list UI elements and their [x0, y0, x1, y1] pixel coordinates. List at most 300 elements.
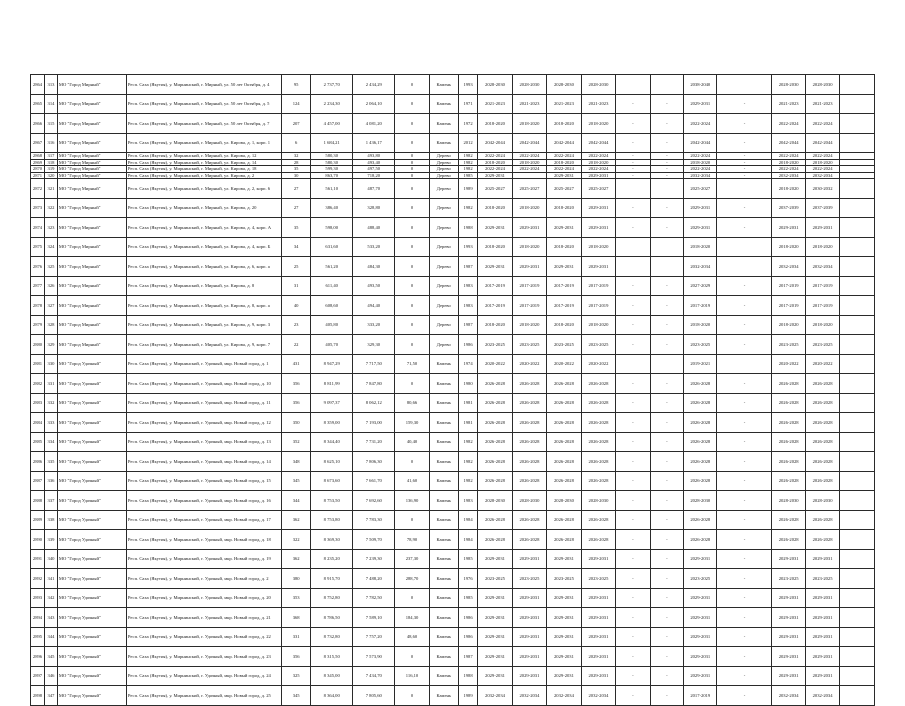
cell-address: Респ. Саха (Якутия), у. Мирнинский, г. Удачный, мкр. Новый город, д. 19: [126, 549, 281, 569]
cell-living-area: 2 064,10: [353, 94, 395, 114]
cell-period-6: 2029-2031: [772, 627, 805, 647]
table-row: [31, 491, 875, 511]
table-row: [31, 296, 875, 316]
cell-period-3: 2018-2020: [547, 237, 581, 257]
cell-nonresidential-area: 41,60: [395, 471, 429, 491]
cell-extra-3: -: [717, 569, 772, 589]
cell-extra-2: -: [650, 491, 683, 511]
cell-address: Респ. Саха (Якутия), у. Мирнинский, г. Удачный, мкр. Новый город, д. 24: [126, 666, 281, 686]
cell-residents-count: 27: [282, 198, 311, 218]
cell-living-area: 7 589,10: [353, 608, 395, 628]
cell-living-area: 718,20: [353, 172, 395, 179]
cell-row-number: 2897: [31, 666, 45, 686]
cell-item-number: 335: [45, 452, 58, 472]
cell-wall-material: Дерево: [429, 257, 458, 277]
cell-period-1: 2026-2028: [478, 530, 512, 550]
cell-period-2: 2029-2031: [512, 588, 546, 608]
cell-wall-material: Дерево: [429, 172, 458, 179]
cell-municipality: МО "Город Мирный": [57, 335, 126, 355]
cell-period-3: 2018-2020: [547, 159, 581, 166]
cell-extra-1: -: [616, 666, 650, 686]
cell-period-3: 2018-2020: [547, 198, 581, 218]
cell-blank: [840, 315, 875, 335]
table-row: [31, 94, 875, 114]
cell-period-2: 2020-2022: [512, 354, 546, 374]
cell-blank: [840, 549, 875, 569]
cell-period-4: 2029-2031: [581, 647, 615, 667]
cell-period-5: 2023-2025: [684, 335, 717, 355]
cell-nonresidential-area: 40,40: [395, 432, 429, 452]
cell-address: Респ. Саха (Якутия), у. Мирнинский, г. Удачный, мкр. Новый город, д. 23: [126, 647, 281, 667]
cell-extra-3: [717, 354, 772, 374]
cell-period-3: 2021-2023: [547, 94, 581, 114]
cell-extra-1: -: [616, 588, 650, 608]
cell-period-3: 2026-2028: [547, 530, 581, 550]
cell-build-year: 1993: [458, 75, 477, 95]
cell-address: Респ. Саха (Якутия), у. Мирнинский, г. Удачный, мкр. Новый город, д. 11: [126, 393, 281, 413]
cell-period-5: 2026-2028: [684, 471, 717, 491]
cell-extra-2: -: [650, 471, 683, 491]
cell-period-2: 2029-2031: [512, 218, 546, 238]
table-row: [31, 237, 875, 257]
cell-living-area: 7 661,70: [353, 471, 395, 491]
cell-period-2: 2028-2030: [512, 75, 546, 95]
cell-period-3: 2029-2031: [547, 647, 581, 667]
cell-extra-1: -: [616, 530, 650, 550]
cell-extra-2: -: [650, 549, 683, 569]
table-row: [31, 627, 875, 647]
cell-period-1: 2029-2031: [478, 549, 512, 569]
cell-period-1: 2029-2031: [478, 647, 512, 667]
cell-period-3: 2023-2025: [547, 335, 581, 355]
cell-address: Респ. Саха (Якутия), у. Мирнинский, г. Удачный, мкр. Новый город, д. 12: [126, 413, 281, 433]
cell-period-4: 2029-2031: [581, 588, 615, 608]
cell-row-number: 2892: [31, 569, 45, 589]
cell-residents-count: 431: [282, 354, 311, 374]
cell-period-4: 2026-2028: [581, 374, 615, 394]
cell-residents-count: 350: [282, 413, 311, 433]
cell-period-7: 2026-2028: [805, 432, 839, 452]
cell-nonresidential-area: 0: [395, 374, 429, 394]
cell-period-2: 2028-2030: [512, 491, 546, 511]
cell-period-6: 2029-2031: [772, 647, 805, 667]
cell-address: Респ. Саха (Якутия), у. Мирнинский, г. Удачный, мкр. Новый город, д. 14: [126, 452, 281, 472]
cell-build-year: 1986: [458, 608, 477, 628]
cell-row-number: 2889: [31, 510, 45, 530]
cell-living-area: 494,40: [353, 296, 395, 316]
cell-blank: [840, 530, 875, 550]
cell-total-area: 386,40: [311, 198, 353, 218]
cell-living-area: 7 193,00: [353, 413, 395, 433]
cell-period-5: 2017-2019: [684, 296, 717, 316]
cell-extra-3: -: [717, 686, 772, 706]
cell-period-2: 2029-2031: [512, 666, 546, 686]
cell-extra-2: -: [650, 608, 683, 628]
cell-extra-1: -: [616, 549, 650, 569]
cell-row-number: 2895: [31, 627, 45, 647]
cell-period-7: 2026-2028: [805, 510, 839, 530]
cell-build-year: 1976: [458, 569, 477, 589]
cell-period-3: 2029-2031: [547, 608, 581, 628]
cell-period-5: 2029-2031: [684, 608, 717, 628]
cell-total-area: 608,60: [311, 296, 353, 316]
cell-period-4: 2026-2028: [581, 432, 615, 452]
cell-period-2: 2017-2019: [512, 296, 546, 316]
cell-municipality: МО "Город Удачный": [57, 530, 126, 550]
cell-wall-material: Камень: [429, 374, 458, 394]
cell-blank: [840, 237, 875, 257]
cell-total-area: 8 344,40: [311, 432, 353, 452]
cell-residents-count: 380: [282, 569, 311, 589]
table-row: [31, 374, 875, 394]
cell-blank: [840, 218, 875, 238]
table-body: [31, 75, 875, 706]
cell-wall-material: Камень: [429, 627, 458, 647]
cell-item-number: 319: [45, 166, 58, 173]
cell-period-5: 2022-2024: [684, 166, 717, 173]
cell-nonresidential-area: 0: [395, 452, 429, 472]
cell-period-4: 2029-2031: [581, 218, 615, 238]
cell-period-7: 2032-2034: [805, 172, 839, 179]
cell-period-2: 2021-2023: [512, 94, 546, 114]
cell-build-year: 1986: [458, 335, 477, 355]
cell-blank: [840, 75, 875, 95]
cell-period-5: 2029-2031: [684, 627, 717, 647]
cell-period-1: 2026-2028: [478, 471, 512, 491]
cell-address: Респ. Саха (Якутия), у. Мирнинский, г. Удачный, мкр. Новый город, д. 18: [126, 530, 281, 550]
cell-period-6: 2026-2028: [772, 530, 805, 550]
cell-total-area: 631,60: [311, 237, 353, 257]
cell-period-5: 2038-2040: [684, 75, 717, 95]
cell-municipality: МО "Город Мирный": [57, 315, 126, 335]
cell-period-1: 2026-2028: [478, 510, 512, 530]
cell-period-3: 2018-2020: [547, 114, 581, 134]
table-row: [31, 432, 875, 452]
cell-address: Респ. Саха (Якутия), у. Мирнинский, г. Мирный, ул. 50 лет Октября, д. 7: [126, 114, 281, 134]
cell-period-6: 2026-2028: [772, 510, 805, 530]
cell-period-7: 2023-2025: [805, 569, 839, 589]
cell-residents-count: 325: [282, 666, 311, 686]
cell-extra-1: -: [616, 627, 650, 647]
cell-period-7: 2029-2031: [805, 647, 839, 667]
cell-municipality: МО "Город Удачный": [57, 374, 126, 394]
cell-build-year: 1983: [458, 296, 477, 316]
cell-extra-3: -: [717, 666, 772, 686]
cell-row-number: 2896: [31, 647, 45, 667]
cell-period-1: 2022-2024: [478, 153, 512, 160]
cell-address: Респ. Саха (Якутия), у. Мирнинский, г. Удачный, мкр. Новый город, д. 17: [126, 510, 281, 530]
cell-period-7: 2022-2024: [805, 114, 839, 134]
cell-living-area: 2 434,29: [353, 75, 395, 95]
cell-living-area: 333,20: [353, 315, 395, 335]
cell-period-5: 2029-2031: [684, 94, 717, 114]
cell-extra-1: -: [616, 296, 650, 316]
cell-address: Респ. Саха (Якутия), у. Мирнинский, г. Мирный, ул. Кирова, д. 2: [126, 172, 281, 179]
cell-wall-material: Камень: [429, 413, 458, 433]
cell-period-4: 2029-2031: [581, 627, 615, 647]
cell-municipality: МО "Город Мирный": [57, 218, 126, 238]
cell-residents-count: 30: [282, 172, 311, 179]
cell-period-7: 2026-2028: [805, 530, 839, 550]
cell-extra-3: -: [717, 276, 772, 296]
cell-wall-material: Дерево: [429, 237, 458, 257]
cell-period-7: 2022-2024: [805, 166, 839, 173]
cell-total-area: 8 364,00: [311, 686, 353, 706]
table-row: [31, 198, 875, 218]
cell-nonresidential-area: 288,70: [395, 569, 429, 589]
cell-period-7: 2032-2034: [805, 257, 839, 277]
cell-extra-3: [717, 179, 772, 199]
cell-residents-count: 35: [282, 166, 311, 173]
cell-extra-1: -: [616, 276, 650, 296]
cell-row-number: 2865: [31, 94, 45, 114]
table-row: [31, 510, 875, 530]
cell-build-year: 1986: [458, 627, 477, 647]
cell-period-6: 2026-2028: [772, 413, 805, 433]
cell-municipality: МО "Город Удачный": [57, 432, 126, 452]
cell-row-number: 2883: [31, 393, 45, 413]
cell-period-3: 2029-2031: [547, 666, 581, 686]
cell-extra-2: -: [650, 335, 683, 355]
cell-period-6: 2026-2028: [772, 471, 805, 491]
cell-period-4: 2029-2031: [581, 549, 615, 569]
cell-period-6: 2029-2031: [772, 588, 805, 608]
cell-extra-3: [717, 237, 772, 257]
cell-period-7: 2029-2031: [805, 627, 839, 647]
cell-item-number: 330: [45, 354, 58, 374]
cell-extra-2: -: [650, 432, 683, 452]
cell-extra-1: -: [616, 374, 650, 394]
cell-extra-1: -: [616, 647, 650, 667]
cell-extra-1: -: [616, 133, 650, 153]
cell-living-area: 493,50: [353, 276, 395, 296]
cell-extra-3: -: [717, 133, 772, 153]
cell-item-number: 325: [45, 257, 58, 277]
cell-period-4: 2022-2024: [581, 166, 615, 173]
cell-item-number: 347: [45, 686, 58, 706]
cell-blank: [840, 296, 875, 316]
cell-living-area: 497,50: [353, 166, 395, 173]
cell-row-number: 2893: [31, 588, 45, 608]
cell-extra-1: -: [616, 686, 650, 706]
cell-period-4: 2025-2027: [581, 179, 615, 199]
cell-extra-1: -: [616, 114, 650, 134]
cell-total-area: 8 753,80: [311, 510, 353, 530]
cell-residents-count: 27: [282, 179, 311, 199]
cell-address: Респ. Саха (Якутия), у. Мирнинский, г. Мирный, ул. Кирова, д. 8, корп. а: [126, 296, 281, 316]
cell-extra-3: -: [717, 491, 772, 511]
cell-period-2: 2025-2027: [512, 179, 546, 199]
cell-period-4: 2023-2025: [581, 569, 615, 589]
cell-total-area: 8 359,00: [311, 413, 353, 433]
cell-extra-2: [650, 237, 683, 257]
cell-blank: [840, 335, 875, 355]
cell-extra-2: -: [650, 198, 683, 218]
cell-municipality: МО "Город Удачный": [57, 627, 126, 647]
cell-municipality: МО "Город Удачный": [57, 549, 126, 569]
cell-item-number: 328: [45, 315, 58, 335]
cell-total-area: 611,40: [311, 276, 353, 296]
cell-extra-2: -: [650, 569, 683, 589]
cell-period-2: 2029-2031: [512, 549, 546, 569]
cell-address: Респ. Саха (Якутия), у. Мирнинский, г. Удачный, мкр. Новый город, д. 22: [126, 627, 281, 647]
cell-total-area: 4 457,00: [311, 114, 353, 134]
cell-row-number: 2885: [31, 432, 45, 452]
cell-address: Респ. Саха (Якутия), у. Мирнинский, г. Удачный, мкр. Новый город, д. 10: [126, 374, 281, 394]
table-row: [31, 666, 875, 686]
cell-extra-2: [650, 257, 683, 277]
cell-extra-2: -: [650, 510, 683, 530]
cell-extra-3: -: [717, 172, 772, 179]
cell-build-year: 1985: [458, 172, 477, 179]
cell-period-4: 2026-2028: [581, 530, 615, 550]
cell-row-number: 2882: [31, 374, 45, 394]
cell-period-2: 2022-2024: [512, 166, 546, 173]
cell-living-area: 7 783,30: [353, 510, 395, 530]
cell-wall-material: Камень: [429, 133, 458, 153]
cell-period-7: 2029-2031: [805, 608, 839, 628]
cell-period-4: 2028-2030: [581, 75, 615, 95]
cell-period-3: 2026-2028: [547, 452, 581, 472]
cell-item-number: 321: [45, 179, 58, 199]
cell-blank: [840, 393, 875, 413]
cell-nonresidential-area: 0: [395, 75, 429, 95]
cell-build-year: 1972: [458, 114, 477, 134]
cell-living-area: 7 434,70: [353, 666, 395, 686]
table-row: [31, 686, 875, 706]
cell-period-7: 2017-2019: [805, 296, 839, 316]
cell-extra-3: -: [717, 530, 772, 550]
cell-item-number: 320: [45, 172, 58, 179]
cell-municipality: МО "Город Мирный": [57, 172, 126, 179]
cell-living-area: 484,30: [353, 257, 395, 277]
cell-total-area: 8 753,50: [311, 491, 353, 511]
cell-period-3: 2026-2028: [547, 432, 581, 452]
cell-period-6: 2026-2028: [772, 452, 805, 472]
cell-total-area: 599,30: [311, 166, 353, 173]
cell-municipality: МО "Город Удачный": [57, 569, 126, 589]
cell-blank: [840, 114, 875, 134]
table-row: [31, 549, 875, 569]
cell-period-4: 2026-2028: [581, 471, 615, 491]
cell-extra-2: -: [650, 666, 683, 686]
cell-period-5: 2022-2024: [684, 153, 717, 160]
cell-residents-count: 356: [282, 374, 311, 394]
cell-period-3: 2026-2028: [547, 471, 581, 491]
cell-period-4: 2029-2031: [581, 666, 615, 686]
cell-nonresidential-area: 184,30: [395, 608, 429, 628]
cell-period-6: 2023-2025: [772, 335, 805, 355]
cell-total-area: 863,70: [311, 172, 353, 179]
cell-residents-count: 35: [282, 218, 311, 238]
cell-municipality: МО "Город Удачный": [57, 510, 126, 530]
cell-row-number: 2864: [31, 75, 45, 95]
cell-period-5: 2019-2021: [684, 354, 717, 374]
cell-total-area: 405,80: [311, 315, 353, 335]
cell-period-3: 2029-2031: [547, 549, 581, 569]
cell-wall-material: Камень: [429, 94, 458, 114]
cell-period-3: 2022-2024: [547, 153, 581, 160]
cell-period-6: 2029-2031: [772, 218, 805, 238]
cell-wall-material: Камень: [429, 549, 458, 569]
cell-address: Респ. Саха (Якутия), у. Мирнинский, г. Мирный, ул. Кирова, д. 9, корп. 7: [126, 335, 281, 355]
cell-extra-1: -: [616, 159, 650, 166]
cell-item-number: 322: [45, 198, 58, 218]
cell-build-year: 1982: [458, 471, 477, 491]
cell-extra-2: -: [650, 530, 683, 550]
cell-nonresidential-area: 0: [395, 198, 429, 218]
cell-period-6: 2037-2039: [772, 198, 805, 218]
cell-row-number: 2871: [31, 172, 45, 179]
cell-extra-3: -: [717, 608, 772, 628]
cell-item-number: 344: [45, 627, 58, 647]
cell-item-number: 337: [45, 491, 58, 511]
cell-extra-3: -: [717, 374, 772, 394]
cell-total-area: 8 625,10: [311, 452, 353, 472]
cell-build-year: 1989: [458, 179, 477, 199]
cell-wall-material: Камень: [429, 393, 458, 413]
cell-living-area: 8 062,12: [353, 393, 395, 413]
cell-build-year: 1987: [458, 647, 477, 667]
cell-build-year: 1982: [458, 432, 477, 452]
cell-period-3: 2017-2019: [547, 296, 581, 316]
cell-extra-3: -: [717, 471, 772, 491]
cell-municipality: МО "Город Удачный": [57, 588, 126, 608]
cell-row-number: 2891: [31, 549, 45, 569]
cell-period-1: 2023-2025: [478, 335, 512, 355]
cell-extra-2: -: [650, 172, 683, 179]
cell-extra-1: -: [616, 471, 650, 491]
cell-period-1: 2018-2020: [478, 114, 512, 134]
cell-period-1: 2018-2020: [478, 159, 512, 166]
cell-period-2: 2029-2031: [512, 647, 546, 667]
cell-period-6: 2029-2031: [772, 666, 805, 686]
cell-period-6: 2020-2022: [772, 354, 805, 374]
cell-period-4: 2020-2022: [581, 354, 615, 374]
cell-build-year: 1984: [458, 510, 477, 530]
cell-extra-1: -: [616, 153, 650, 160]
cell-build-year: 1984: [458, 530, 477, 550]
cell-extra-3: -: [717, 159, 772, 166]
cell-row-number: 2884: [31, 413, 45, 433]
cell-municipality: МО "Город Мирный": [57, 94, 126, 114]
cell-item-number: 341: [45, 569, 58, 589]
cell-build-year: 1982: [458, 159, 477, 166]
cell-blank: [840, 94, 875, 114]
cell-item-number: 318: [45, 159, 58, 166]
cell-period-6: 2032-2034: [772, 172, 805, 179]
cell-period-7: 2018-2020: [805, 237, 839, 257]
cell-total-area: 580,30: [311, 159, 353, 166]
cell-residents-count: 345: [282, 686, 311, 706]
document-page: [30, 74, 875, 706]
cell-period-7: 2029-2031: [805, 218, 839, 238]
cell-row-number: 2866: [31, 114, 45, 134]
cell-period-7: 2023-2025: [805, 335, 839, 355]
cell-total-area: 8 811,99: [311, 374, 353, 394]
cell-extra-2: -: [650, 218, 683, 238]
cell-row-number: 2886: [31, 452, 45, 472]
cell-item-number: 346: [45, 666, 58, 686]
cell-period-5: 2026-2028: [684, 452, 717, 472]
cell-total-area: 8 752,80: [311, 588, 353, 608]
cell-total-area: 9 097,37: [311, 393, 353, 413]
cell-living-area: 328,80: [353, 198, 395, 218]
cell-wall-material: Камень: [429, 588, 458, 608]
cell-period-2: 2018-2020: [512, 159, 546, 166]
cell-address: Респ. Саха (Якутия), у. Мирнинский, г. Мирный, ул. Кирова, д. 4, корп. Б: [126, 237, 281, 257]
cell-extra-3: -: [717, 413, 772, 433]
